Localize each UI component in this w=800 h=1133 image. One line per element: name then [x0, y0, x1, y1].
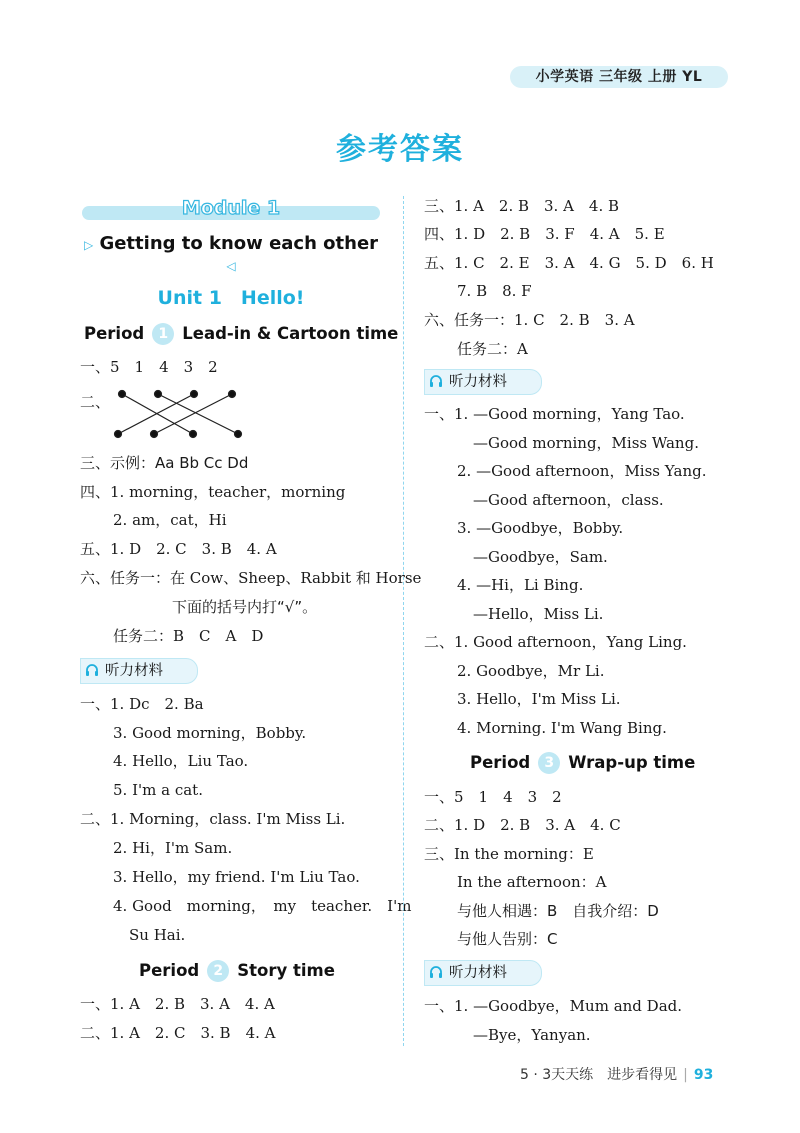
- answer-line: Su Hai.: [129, 926, 186, 944]
- answer-line: 3. Hello，my friend. I'm Liu Tao.: [113, 868, 360, 886]
- period-name: Story time: [237, 961, 335, 980]
- period-number-badge: 3: [538, 752, 560, 774]
- answer-line: 4. Good morning， my teacher. I'm: [113, 897, 412, 915]
- period-name: Lead-in & Cartoon time: [182, 324, 399, 343]
- answer-line: 六、任务一：1. C 2. B 3. A: [424, 311, 635, 329]
- footer-text: 5 · 3天天练 进步看得见: [520, 1067, 678, 1083]
- answer-line: 五、1. D 2. C 3. B 4. A: [80, 540, 277, 558]
- answer-line: 二、1. Good afternoon，Yang Ling.: [424, 633, 687, 651]
- module-subtitle: [82, 233, 380, 275]
- answer-line: 4. Hello，Liu Tao.: [113, 752, 249, 770]
- answer-line: —Good afternoon，class.: [473, 491, 664, 509]
- period-label: Period: [84, 324, 145, 343]
- listening-material-label: 听力材料: [424, 960, 542, 986]
- answer-line: 4. —Hi，Li Bing.: [457, 576, 584, 594]
- answer-line: 二、1. Morning，class. I'm Miss Li.: [80, 810, 346, 828]
- page-title: 参考答案: [336, 132, 464, 167]
- period-label: Period: [470, 753, 531, 772]
- answer-line: 三、In the morning：E: [424, 845, 594, 863]
- answer-line: 二、1. A 2. C 3. B 4. A: [80, 1024, 276, 1042]
- answer-line: 一、5 1 4 3 2: [424, 788, 562, 806]
- answer-line: —Good morning，Miss Wang.: [473, 434, 699, 452]
- period-label: Period: [139, 961, 200, 980]
- answer-line: 5. I'm a cat.: [113, 781, 203, 799]
- answer-line: 三、1. A 2. B 3. A 4. B: [424, 197, 620, 215]
- answer-line: 三、示例：Aa Bb Cc Dd: [80, 454, 249, 472]
- module-subtitle-text: Getting to know each other: [99, 233, 379, 254]
- answer-line: —Goodbye，Sam.: [473, 548, 608, 566]
- answer-line: 3. Good morning，Bobby.: [113, 724, 307, 742]
- answer-line: 二、1. D 2. B 3. A 4. C: [424, 816, 621, 834]
- answer-line: 3. —Goodbye，Bobby.: [457, 519, 624, 537]
- answer-line: 2. —Good afternoon，Miss Yang.: [457, 462, 707, 480]
- answer-line: 任务二：B C A D: [113, 627, 264, 645]
- answer-line: 一、5 1 4 3 2: [80, 358, 218, 376]
- answer-line: 二、: [80, 393, 111, 411]
- headphones-icon: [429, 965, 443, 979]
- page-footer: [520, 1064, 713, 1084]
- headphones-icon: [85, 663, 99, 677]
- matching-lines-diagram: [110, 384, 250, 444]
- answer-line: 四、1. morning，teacher，morning: [80, 483, 346, 501]
- answer-line: 4. Morning. I'm Wang Bing.: [457, 719, 667, 737]
- answer-line: 7. B 8. F: [457, 282, 532, 300]
- answer-line: 一、1. A 2. B 3. A 4. A: [80, 995, 275, 1013]
- answer-line: 下面的括号内打“√”。: [172, 598, 318, 616]
- answer-line: —Bye，Yanyan.: [473, 1026, 591, 1044]
- answer-line: —Hello，Miss Li.: [473, 605, 604, 623]
- answer-line: 2. Goodbye，Mr Li.: [457, 662, 605, 680]
- answer-line: 五、1. C 2. E 3. A 4. G 5. D 6. H: [424, 254, 714, 272]
- footer-separator: |: [683, 1067, 688, 1083]
- period-2-heading: [139, 960, 335, 982]
- answer-line: 任务二：A: [457, 340, 528, 358]
- answer-line: 一、1. —Good morning，Yang Tao.: [424, 405, 685, 423]
- answer-line: 2. Hi，I'm Sam.: [113, 839, 233, 857]
- period-name: Wrap-up time: [568, 753, 696, 772]
- answer-line: 3. Hello，I'm Miss Li.: [457, 690, 621, 708]
- triangle-left-icon: ◁: [226, 259, 236, 273]
- answer-line: 与他人告别：C: [457, 930, 558, 948]
- answer-line: In the afternoon：A: [457, 873, 607, 891]
- column-divider: [403, 196, 404, 1046]
- period-number-badge: 1: [152, 323, 174, 345]
- listening-material-label: 听力材料: [80, 658, 198, 684]
- listening-material-label: 听力材料: [424, 369, 542, 395]
- answer-line: 六、任务一：在 Cow、Sheep、Rabbit 和 Horse: [80, 569, 422, 587]
- unit-title: Unit 1 Hello!: [157, 287, 305, 309]
- answer-line: 一、1. Dc 2. Ba: [80, 695, 204, 713]
- answer-line: 一、1. —Goodbye，Mum and Dad.: [424, 997, 683, 1015]
- module-title: Module 1: [181, 197, 281, 219]
- answer-line: 四、1. D 2. B 3. F 4. A 5. E: [424, 225, 665, 243]
- triangle-right-icon: ▷: [83, 238, 94, 252]
- period-1-heading: [84, 323, 398, 345]
- book-tag: 小学英语 三年级 上册 YL: [510, 66, 728, 88]
- page-number: 93: [693, 1067, 714, 1083]
- period-number-badge: 2: [207, 960, 229, 982]
- headphones-icon: [429, 374, 443, 388]
- answer-line: 2. am，cat，Hi: [113, 511, 227, 529]
- period-3-heading: [470, 752, 695, 774]
- answer-line: 与他人相遇：B 自我介绍：D: [457, 902, 659, 920]
